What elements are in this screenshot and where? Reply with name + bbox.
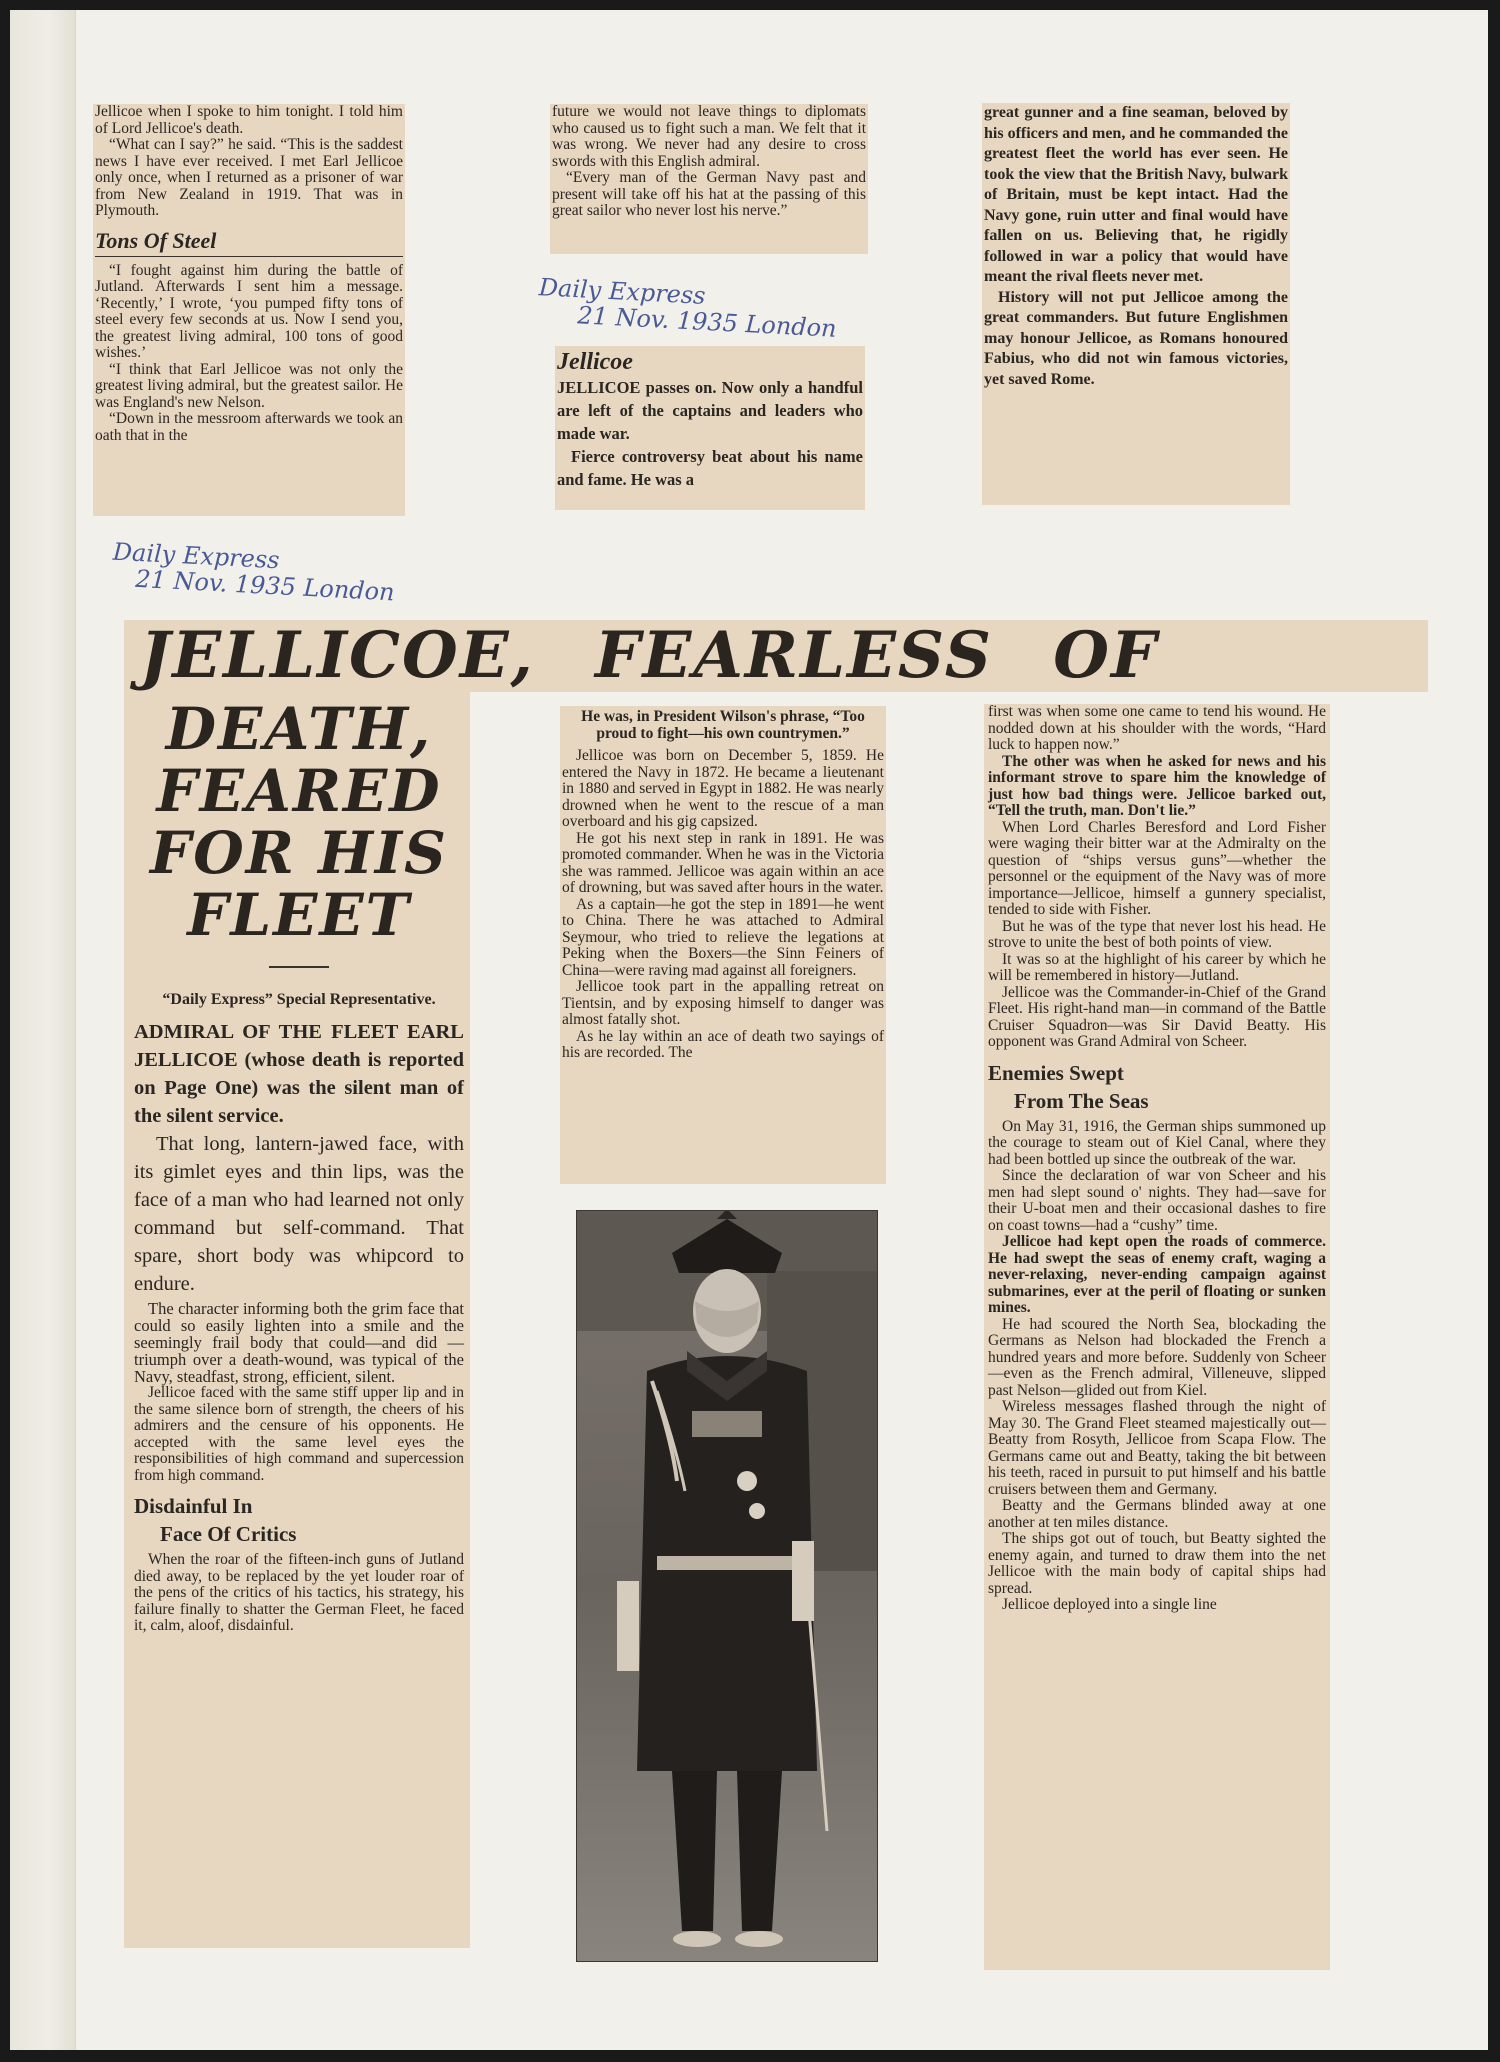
paragraph: When Lord Charles Beresford and Lord Fisher were waging their bitter war at the Admiralty on the question of “ships versus guns”—whether the personnel or the equipment of the Navy was of more importance—Jellicoe, himself a gunnery specialist, tended to side with Fisher. bbox=[988, 818, 1326, 918]
paragraph: On May 31, 1916, the German ships summoned up the courage to steam out of Kiel Canal, where they had been bottled up since the outbreak of the war. bbox=[988, 1117, 1326, 1168]
paragraph: The ships got out of touch, but Beatty sighted the enemy again, and turned to draw them into the net Jellicoe with the main body of capital ships had spread. bbox=[988, 1530, 1326, 1597]
paragraph: “I think that Earl Jellicoe was not only the greatest living admiral, but the greatest sailor. He was England's new Nelson. bbox=[95, 360, 403, 411]
subheading: Tons Of Steel bbox=[95, 228, 403, 257]
paragraph: But he was of the type that never lost his head. He strove to unite the best of both points of view. bbox=[988, 917, 1326, 951]
headline-line-4: FOR HIS bbox=[150, 819, 448, 887]
paragraph: “Down in the messroom afterwards we took an oath that in the bbox=[95, 410, 403, 444]
paragraph: Wireless messages flashed through the night of May 30. The Grand Fleet steamed majestically out—Beatty from Rosyth, Jellicoe from Scapa Flow. The Germans came out and Beatty, taking the bit between his teeth, raced in pursuit to put himself and his battle cruisers between them and Germany. bbox=[988, 1398, 1326, 1498]
album-spine bbox=[10, 10, 76, 2050]
paragraph: Jellicoe took part in the appalling retreat on Tientsin, and by exposing himself to danger was almost fatally shot. bbox=[562, 978, 884, 1028]
article-middle-column bbox=[560, 706, 886, 1184]
admiral-portrait bbox=[577, 1211, 877, 1961]
paragraph: “I fought against him during the battle of Jutland. Afterwards I sent him a message. ‘Recently,’ I wrote, ‘you pumped fifty tons of steel every few seconds at us. Now I send you, the greatest living admiral, 100 tons of good wishes.’ bbox=[95, 261, 403, 361]
paragraph: He had scoured the North Sea, blockading the Germans as Nelson had blockaded the French a hundred years and more before. Suddenly von Scheer—even as the French admiral, Villeneuve, slipped past Nelson—glided out from Kiel. bbox=[988, 1315, 1326, 1399]
section-heading bbox=[134, 1492, 464, 1548]
paragraph: Jellicoe when I spoke to him tonight. I told him of Lord Jellicoe's death. bbox=[95, 104, 403, 137]
paragraph: Jellicoe deployed into a single line bbox=[1002, 1596, 1217, 1613]
clipping-editorial bbox=[555, 346, 865, 510]
paragraph: It was so at the highlight of his career by which he will be remembered in history—Jutland. bbox=[988, 950, 1326, 984]
paragraph: JELLICOE passes on. Now only a handful are left of the captains and leaders who made war. bbox=[557, 378, 863, 443]
paragraph: He got his next step in rank in 1891. He was promoted commander. When he was in the Victoria she was rammed. Jellicoe was again within an ace of drowning, but was saved after hours in the water. bbox=[562, 829, 884, 896]
paragraph: Jellicoe was the Commander-in-Chief of the Grand Fleet. His right-hand man—in command of the Battle Cruiser Squadron—was Sir David Beatty. His opponent was Grand Admiral von Scheer. bbox=[988, 983, 1326, 1050]
paragraph: Fierce controversy beat about his name and fame. He was a bbox=[557, 447, 863, 489]
paragraph: The other was when he asked for news and his informant strove to spare him the knowledge of just how bad things were. Jellicoe barked out, “Tell the truth, man. Don't lie.” bbox=[988, 752, 1326, 819]
paragraph: future we would not leave things to diplomats who caused us to fight such a man. We felt that it was wrong. We never had any desire to cross swords with this English admiral. bbox=[552, 104, 866, 170]
paragraph: The character informing both the grim face that could so easily lighten into a smile and the seemingly frail body that could—and did — triumph over a death-wound, was typical of the Navy, steadfast, strong, efficient, silent. bbox=[134, 1299, 464, 1386]
clipping-top-middle bbox=[550, 104, 868, 254]
headline-line-2: DEATH, bbox=[165, 695, 433, 763]
headline-line-3: FEARED bbox=[156, 757, 442, 825]
paragraph: Jellicoe had kept open the roads of commerce. He had swept the seas of enemy craft, waging a never-relaxing, never-ending campaign against submarines, ever at the peril of floating or sunken mines. bbox=[988, 1233, 1326, 1316]
handwritten-line: 21 Nov. 1935 London bbox=[576, 301, 838, 343]
paragraph: Jellicoe faced with the same stiff upper lip and in the same silence born of strength, the cheers of his admirers and the censure of his opponents. He accepted with the same level eyes the responsibilities of high command and supercession from high command. bbox=[134, 1384, 464, 1484]
paragraph: Jellicoe was born on December 5, 1859. He entered the Navy in 1872. He became a lieutenant in 1880 and served in Egypt in 1882. He was nearly drowned when he went to the rescue of a man overboard and his gig capsized. bbox=[562, 747, 884, 830]
paragraph: Since the declaration of war von Scheer and his men had slept sound o' nights. They had—save for their U-boat men and their occasional dashes to fire on coast towns—had a “cushy” time. bbox=[988, 1167, 1326, 1234]
paragraph: When the roar of the fifteen-inch guns of Jutland died away, to be replaced by the yet louder roar of the pens of the critics of his tactics, his strategy, his failure finally to shatter the German Fleet, he faced it, calm, aloof, disdainful. bbox=[134, 1551, 464, 1634]
paragraph: great gunner and a fine seaman, beloved by his officers and men, and he commanded the greatest fleet the world has ever seen. He took the view that the British Navy, bulwark of Britain, must be kept intact. Had the Navy gone, ruin utter and final would have fallen on us. Believing that, he rigidly followed in war a policy that would have meant the rival fleets never met. bbox=[984, 104, 1289, 285]
section-heading-line: Face Of Critics bbox=[160, 1522, 297, 1546]
headline-line-5: FLEET bbox=[187, 881, 411, 949]
paragraph: He was, in President Wilson's phrase, “Too proud to fight—his own countrymen.” bbox=[581, 708, 865, 742]
paragraph: As he lay within an ace of death two sayings of his are recorded. The bbox=[562, 1027, 884, 1061]
clipping-top-left bbox=[93, 104, 405, 516]
headline-line-1: JELLICOE, FEARLESS OF bbox=[140, 620, 1159, 692]
clipping-top-right bbox=[982, 103, 1290, 505]
byline: “Daily Express” Special Representative. bbox=[162, 991, 436, 1008]
handwritten-line: 21 Nov. 1935 London bbox=[134, 564, 396, 607]
paragraph: That long, lantern-jawed face, with its gimlet eyes and thin lips, was the face of a man who had learned not only command but self-command. That spare, short body was whipcord to endure. bbox=[134, 1133, 464, 1295]
divider bbox=[269, 966, 329, 968]
portrait-photograph bbox=[576, 1210, 878, 1962]
paragraph: As a captain—he got the step in 1891—he went to China. There he was attached to Admiral Seymour, who tried to relieve the legations at Peking when the Boxers—the Sinn Feiners of China—were raving mad against all foreigners. bbox=[562, 895, 884, 979]
section-heading bbox=[988, 1059, 1326, 1115]
paragraph: Beatty and the Germans blinded away at one another at ten miles distance. bbox=[988, 1497, 1326, 1531]
article-body bbox=[134, 1298, 464, 1637]
paragraph: History will not put Jellicoe among the great commanders. But future Englishmen may honour Jellicoe, as Romans honoured Fabius, who did not win famous victories, yet saved Rome. bbox=[984, 288, 1288, 388]
lead-paragraph: ADMIRAL OF THE FLEET EARL JELLICOE (whose death is reported on Page One) was the silent man of the silent service. bbox=[134, 1021, 464, 1127]
handwritten-line: Daily Express bbox=[112, 537, 281, 575]
section-heading-line: From The Seas bbox=[1014, 1088, 1149, 1113]
paragraph: “Every man of the German Navy past and present will take off his hat at the passing of this great sailor who never lost his nerve.” bbox=[552, 169, 866, 219]
section-heading-line: Disdainful In bbox=[134, 1494, 253, 1518]
article-left-column bbox=[124, 692, 470, 1948]
paragraph: first was when some one came to tend his wound. He nodded down at his shoulder with the words, “Hard luck to happen now.” bbox=[988, 704, 1326, 753]
headline-strip bbox=[124, 620, 1428, 692]
paragraph: “What can I say?” he said. “This is the saddest news I have ever received. I met Earl Jellicoe only once, when I returned as a prisoner of war from New Zealand in 1919. That was in Plymouth. bbox=[95, 136, 403, 219]
editorial-title: Jellicoe bbox=[557, 349, 633, 375]
handwritten-line: Daily Express bbox=[538, 273, 707, 310]
section-heading-line: Enemies Swept bbox=[988, 1060, 1124, 1085]
article-right-column bbox=[984, 704, 1330, 1970]
